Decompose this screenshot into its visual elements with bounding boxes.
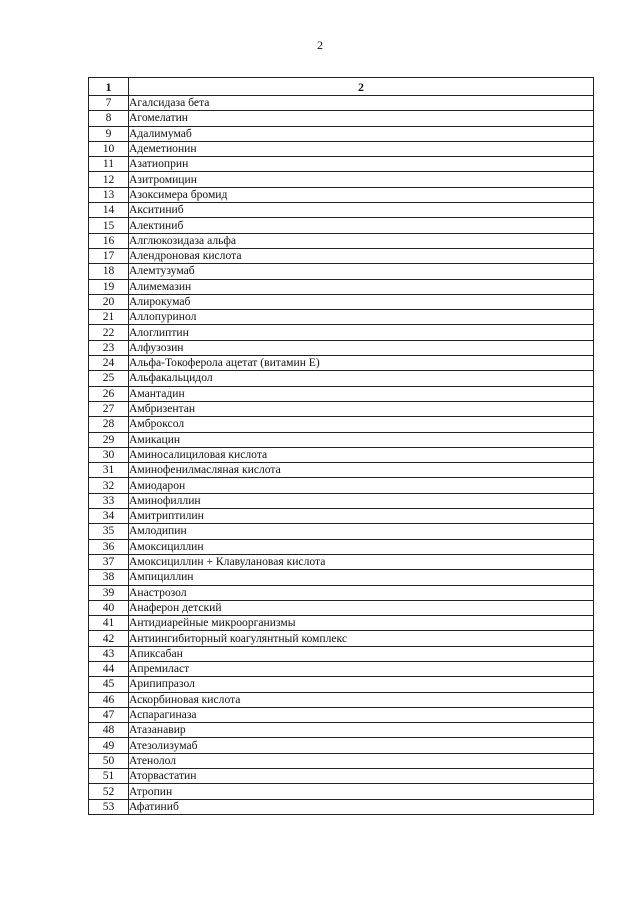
medication-name: Адалимумаб xyxy=(129,126,594,141)
medication-name: Анастрозол xyxy=(129,585,594,600)
table-row xyxy=(89,233,594,248)
medication-name: Анаферон детский xyxy=(129,600,594,615)
table-row xyxy=(89,646,594,661)
table-row xyxy=(89,141,594,156)
medication-name: Алимемазин xyxy=(129,279,594,294)
table-row xyxy=(89,325,594,340)
medication-name: Аминофенилмасляная кислота xyxy=(129,463,594,478)
medication-name: Амброксол xyxy=(129,417,594,432)
row-number: 27 xyxy=(89,401,129,416)
row-number: 40 xyxy=(89,600,129,615)
row-number: 28 xyxy=(89,417,129,432)
table-row xyxy=(89,493,594,508)
medication-name: Атазанавир xyxy=(129,723,594,738)
table-row xyxy=(89,784,594,799)
medication-name: Атропин xyxy=(129,784,594,799)
row-number: 7 xyxy=(89,96,129,111)
table-row xyxy=(89,554,594,569)
table-row xyxy=(89,707,594,722)
medication-name: Атезолизумаб xyxy=(129,738,594,753)
medication-name: Аллопуринол xyxy=(129,310,594,325)
table-row xyxy=(89,157,594,172)
table-row xyxy=(89,248,594,263)
medication-name: Амантадин xyxy=(129,386,594,401)
medication-name: Амоксициллин xyxy=(129,539,594,554)
row-number: 8 xyxy=(89,111,129,126)
row-number: 43 xyxy=(89,646,129,661)
row-number: 34 xyxy=(89,509,129,524)
table-row xyxy=(89,570,594,585)
table-row xyxy=(89,661,594,676)
row-number: 19 xyxy=(89,279,129,294)
table-row xyxy=(89,386,594,401)
row-number: 52 xyxy=(89,784,129,799)
table-row xyxy=(89,264,594,279)
table-row xyxy=(89,799,594,814)
medication-name: Аторвастатин xyxy=(129,769,594,784)
medication-name: Арипипразол xyxy=(129,677,594,692)
medication-name: Амикацин xyxy=(129,432,594,447)
row-number: 32 xyxy=(89,478,129,493)
medication-name: Алфузозин xyxy=(129,340,594,355)
row-number: 12 xyxy=(89,172,129,187)
row-number: 44 xyxy=(89,661,129,676)
table-row xyxy=(89,463,594,478)
table-row xyxy=(89,310,594,325)
medication-name: Азоксимера бромид xyxy=(129,187,594,202)
table-row xyxy=(89,539,594,554)
medication-name: Афатиниб xyxy=(129,799,594,814)
table-row xyxy=(89,478,594,493)
row-number: 23 xyxy=(89,340,129,355)
row-number: 33 xyxy=(89,493,129,508)
table-row xyxy=(89,631,594,646)
page-number: 2 xyxy=(317,38,323,52)
medication-name: Амитриптилин xyxy=(129,509,594,524)
row-number: 38 xyxy=(89,570,129,585)
row-number: 9 xyxy=(89,126,129,141)
row-number: 37 xyxy=(89,554,129,569)
medication-name: Аскорбиновая кислота xyxy=(129,692,594,707)
row-number: 31 xyxy=(89,463,129,478)
row-number: 16 xyxy=(89,233,129,248)
table-row xyxy=(89,172,594,187)
row-number: 10 xyxy=(89,141,129,156)
row-number: 20 xyxy=(89,294,129,309)
medication-name: Агомелатин xyxy=(129,111,594,126)
table-row xyxy=(89,340,594,355)
medication-name: Алектиниб xyxy=(129,218,594,233)
table-row xyxy=(89,356,594,371)
medication-name: Ампициллин xyxy=(129,570,594,585)
row-number: 26 xyxy=(89,386,129,401)
row-number: 22 xyxy=(89,325,129,340)
medication-name: Акситиниб xyxy=(129,203,594,218)
medication-name: Алемтузумаб xyxy=(129,264,594,279)
medication-name: Апремиласт xyxy=(129,661,594,676)
table-row xyxy=(89,600,594,615)
column-header-name: 2 xyxy=(129,78,594,96)
table-row xyxy=(89,753,594,768)
table-row xyxy=(89,432,594,447)
row-number: 30 xyxy=(89,447,129,462)
row-number: 36 xyxy=(89,539,129,554)
row-number: 50 xyxy=(89,753,129,768)
medication-name: Антидиарейные микроорганизмы xyxy=(129,616,594,631)
row-number: 42 xyxy=(89,631,129,646)
table-row xyxy=(89,738,594,753)
medication-name: Альфакальцидол xyxy=(129,371,594,386)
table-row xyxy=(89,616,594,631)
medication-name: Амоксициллин + Клавулановая кислота xyxy=(129,554,594,569)
row-number: 15 xyxy=(89,218,129,233)
row-number: 24 xyxy=(89,356,129,371)
medication-name: Азитромицин xyxy=(129,172,594,187)
row-number: 39 xyxy=(89,585,129,600)
medication-name: Амбризентан xyxy=(129,401,594,416)
table-row xyxy=(89,96,594,111)
table-row xyxy=(89,187,594,202)
table-row xyxy=(89,585,594,600)
table-body xyxy=(89,96,594,815)
row-number: 41 xyxy=(89,616,129,631)
medication-name: Атенолол xyxy=(129,753,594,768)
row-number: 53 xyxy=(89,799,129,814)
medication-name: Агалсидаза бета xyxy=(129,96,594,111)
row-number: 14 xyxy=(89,203,129,218)
medication-name: Аспарагиназа xyxy=(129,707,594,722)
medication-name: Алглюкозидаза альфа xyxy=(129,233,594,248)
row-number: 17 xyxy=(89,248,129,263)
table-row xyxy=(89,692,594,707)
row-number: 29 xyxy=(89,432,129,447)
row-number: 35 xyxy=(89,524,129,539)
table-row xyxy=(89,279,594,294)
medication-name: Алоглиптин xyxy=(129,325,594,340)
medication-name: Аминосалициловая кислота xyxy=(129,447,594,462)
medication-name: Азатиоприн xyxy=(129,157,594,172)
row-number: 11 xyxy=(89,157,129,172)
row-number: 25 xyxy=(89,371,129,386)
table-row xyxy=(89,723,594,738)
row-number: 47 xyxy=(89,707,129,722)
table-row xyxy=(89,401,594,416)
row-number: 49 xyxy=(89,738,129,753)
table-row xyxy=(89,447,594,462)
row-number: 48 xyxy=(89,723,129,738)
table-row xyxy=(89,677,594,692)
table-row xyxy=(89,294,594,309)
medication-name: Апиксабан xyxy=(129,646,594,661)
column-header-number: 1 xyxy=(89,78,129,96)
table-header-row xyxy=(89,78,594,96)
medication-name: Алендроновая кислота xyxy=(129,248,594,263)
row-number: 21 xyxy=(89,310,129,325)
table-row xyxy=(89,111,594,126)
table-row xyxy=(89,769,594,784)
row-number: 51 xyxy=(89,769,129,784)
table-row xyxy=(89,126,594,141)
medication-table xyxy=(88,77,594,815)
medication-name: Аминофиллин xyxy=(129,493,594,508)
table-row xyxy=(89,417,594,432)
table-row xyxy=(89,203,594,218)
medication-name: Амлодипин xyxy=(129,524,594,539)
medication-name: Антиингибиторный коагулянтный комплекс xyxy=(129,631,594,646)
table-row xyxy=(89,524,594,539)
medication-name: Алирокумаб xyxy=(129,294,594,309)
table-row xyxy=(89,371,594,386)
row-number: 46 xyxy=(89,692,129,707)
row-number: 45 xyxy=(89,677,129,692)
table-row xyxy=(89,509,594,524)
table-row xyxy=(89,218,594,233)
row-number: 13 xyxy=(89,187,129,202)
medication-name: Амиодарон xyxy=(129,478,594,493)
medication-name: Адеметионин xyxy=(129,141,594,156)
medication-name: Альфа-Токоферола ацетат (витамин Е) xyxy=(129,356,594,371)
row-number: 18 xyxy=(89,264,129,279)
